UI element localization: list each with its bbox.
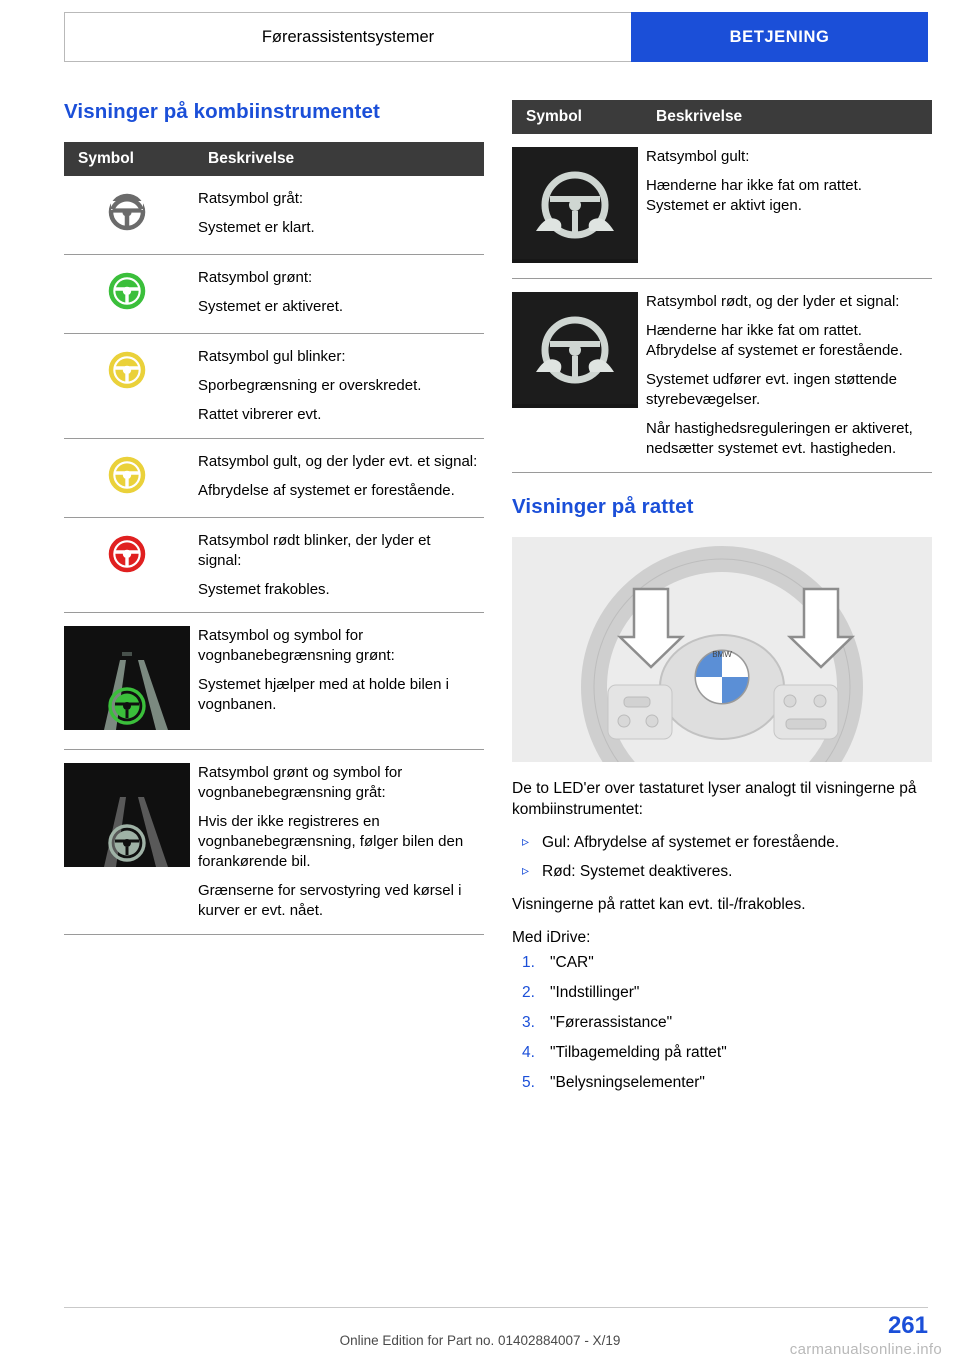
led-bullet-list xyxy=(512,832,932,882)
desc-line: Systemet udfører evt. ingen støttende styrebevægelser. xyxy=(646,370,897,408)
description-cell xyxy=(646,278,932,472)
kombiinstrument-symbol-table xyxy=(64,142,484,935)
desc-line: Hvis der ikke registreres en vognbanebegrænsning, følger bilen den forankørende bil. xyxy=(198,813,464,871)
desc-line: Ratsymbol rødt, og der lyder et signal: xyxy=(646,292,900,310)
column-header-symbol: Symbol xyxy=(64,142,198,176)
hands-on-wheel-red-photo xyxy=(512,391,638,408)
list-item: "CAR" xyxy=(550,953,594,971)
section-title-rattet: Visninger på rattet xyxy=(512,494,694,518)
header-section: BETJENING xyxy=(631,12,928,62)
desc-line: Når hastighedsreguleringen er aktiveret, nedsætter systemet evt. hastigheden. xyxy=(646,419,913,457)
right-column xyxy=(512,100,932,1102)
symbol-cell xyxy=(64,333,198,438)
steering-wheel-red-blink-icon xyxy=(104,531,150,577)
list-item: ▹ Gul: Afbrydelse af systemet er forestående. xyxy=(512,832,932,853)
page-title: Visninger på kombiinstrumentet xyxy=(64,100,380,123)
table-header-row xyxy=(64,142,484,176)
list-item: "Førerassistance" xyxy=(550,1014,673,1032)
hands-on-wheel-yellow-photo xyxy=(512,246,638,263)
table-row xyxy=(64,254,484,333)
symbol-cell xyxy=(64,176,198,254)
list-item: "Belysningselementer" xyxy=(550,1074,705,1092)
footer-divider xyxy=(64,1307,928,1308)
steering-wheel-yellow-icon xyxy=(104,452,150,498)
desc-line: Sporbegrænsning er overskredet. xyxy=(198,376,422,394)
lane-grey-photo xyxy=(64,763,190,867)
desc-line: Ratsymbol grønt og symbol for vognbanebegrænsning gråt: xyxy=(198,764,403,802)
description-cell xyxy=(198,517,484,613)
description-cell xyxy=(198,613,484,750)
desc-line: Afbrydelse af systemet er forestående. xyxy=(198,481,455,499)
description-cell xyxy=(198,438,484,517)
online-edition-note: Online Edition for Part no. 01402884007 - X/19 xyxy=(339,1333,621,1348)
desc-line: Ratsymbol gråt: xyxy=(198,190,304,207)
list-item: "Indstillinger" xyxy=(550,984,640,1002)
header-chapter: Førerassistentsystemer xyxy=(64,12,631,62)
desc-line: Ratsymbol gul blinker: xyxy=(198,347,346,365)
desc-line: Systemet frakobles. xyxy=(198,580,330,598)
table-row xyxy=(64,176,484,254)
table-header-row xyxy=(512,100,932,134)
svg-text:BMW: BMW xyxy=(712,649,732,659)
symbol-cell xyxy=(64,613,198,750)
table-row xyxy=(512,278,932,472)
symbol-cell xyxy=(64,517,198,613)
description-cell xyxy=(198,333,484,438)
desc-line: Systemet er klart. xyxy=(198,218,315,236)
table-row xyxy=(64,750,484,935)
idrive-steps-list xyxy=(512,952,932,1093)
desc-line: Ratsymbol grønt: xyxy=(198,268,313,286)
desc-line: Hænderne har ikke fat om rattet. Afbrydelse af systemet er forestående. xyxy=(646,321,903,359)
column-header-description: Beskrivelse xyxy=(646,100,932,134)
table-row xyxy=(512,134,932,278)
table-row xyxy=(64,613,484,750)
list-item: "Tilbagemelding på rattet" xyxy=(550,1044,727,1062)
column-header-description: Beskrivelse xyxy=(198,142,484,176)
desc-line: Grænserne for servostyring ved kørsel i kurver er evt. nået. xyxy=(198,882,462,919)
idrive-label: Med iDrive: xyxy=(512,928,591,946)
desc-line: Rattet vibrerer evt. xyxy=(198,405,322,423)
left-column xyxy=(64,100,484,935)
table-row xyxy=(64,438,484,517)
steering-wheel-leds-figure xyxy=(512,537,932,762)
steering-wheel-grey-icon xyxy=(104,189,150,235)
description-cell xyxy=(198,176,484,254)
list-item: ▹ Rød: Systemet deaktiveres. xyxy=(512,861,932,882)
hands-on-wheel-symbol-table xyxy=(512,100,932,473)
symbol-cell xyxy=(512,278,646,472)
symbol-cell xyxy=(512,134,646,278)
column-header-symbol: Symbol xyxy=(512,100,646,134)
steering-wheel-yellow-blink-icon xyxy=(104,347,150,393)
watermark: carmanualsonline.info xyxy=(789,1341,942,1358)
desc-line: Ratsymbol rødt blinker, der lyder et signal: xyxy=(198,531,431,569)
desc-line: Ratsymbol og symbol for vognbanebegrænsning grønt: xyxy=(198,627,395,665)
figure-intro-text: De to LED'er over tastaturet lyser analogt til visningerne på kombiinstrumentet: xyxy=(512,779,917,818)
symbol-cell xyxy=(64,254,198,333)
desc-line: Hænderne har ikke fat om rattet. Systemet er aktivt igen. xyxy=(646,176,862,214)
page-header xyxy=(64,12,928,62)
desc-line: Systemet hjælper med at holde bilen i vognbanen. xyxy=(198,676,449,714)
description-cell xyxy=(198,254,484,333)
symbol-cell xyxy=(64,438,198,517)
page-number: 261 xyxy=(887,1312,928,1339)
table-row xyxy=(64,333,484,438)
note-text: Visningerne på rattet kan evt. til-/frakobles. xyxy=(512,895,806,913)
table-row xyxy=(64,517,484,613)
steering-wheel-green-icon xyxy=(104,268,150,314)
desc-line: Ratsymbol gult: xyxy=(646,148,750,165)
desc-line: Ratsymbol gult, og der lyder evt. et signal: xyxy=(198,452,478,470)
symbol-cell xyxy=(64,750,198,935)
description-cell xyxy=(198,750,484,935)
desc-line: Systemet er aktiveret. xyxy=(198,297,344,315)
description-cell xyxy=(646,134,932,278)
lane-green-photo xyxy=(64,626,190,730)
